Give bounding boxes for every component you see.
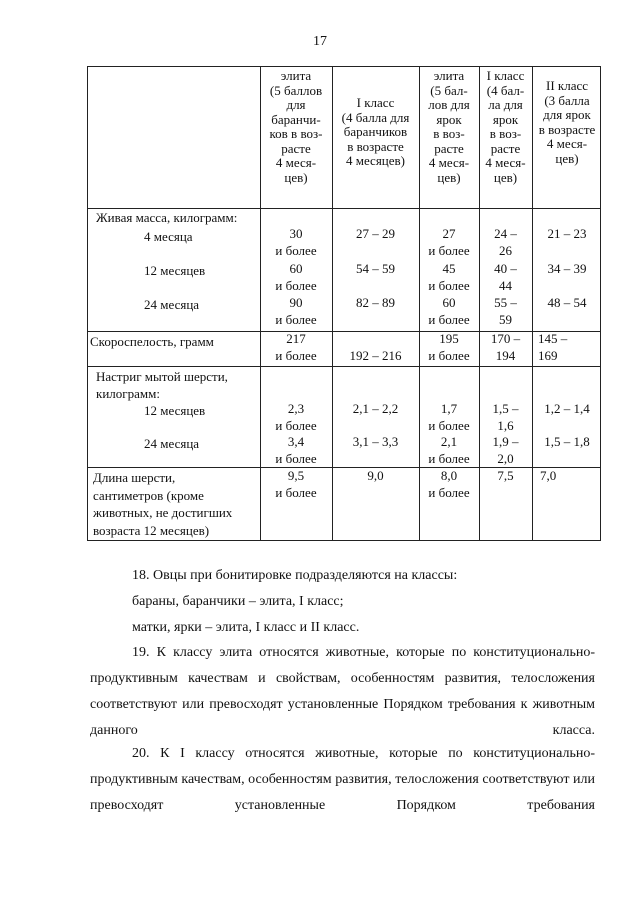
table-cell: 217	[286, 331, 306, 346]
table-cell: и более	[275, 278, 317, 293]
table-cell: 60	[289, 261, 303, 276]
table-cell: 34 – 39	[547, 261, 587, 276]
table-cell: 24 –	[494, 226, 517, 241]
table-cell: 2,0	[497, 451, 514, 466]
row-label: 24 месяца	[144, 297, 200, 312]
table-cell: 170 –	[490, 331, 521, 346]
table-cell: 1,7	[440, 401, 458, 416]
header-class1-rams: I класс (4 балла для баранчиков в возрасте 4 месяцев)	[341, 95, 410, 168]
table-cell: и более	[275, 312, 317, 327]
header-elite-rams: элита (5 баллов для баранчи- ков в воз- расте 4 меся- цев)	[269, 68, 323, 185]
table-cell: 2,1	[440, 434, 458, 449]
row-label: 24 месяца	[144, 436, 200, 451]
table-cell: и более	[275, 451, 317, 466]
table-cell: 169	[538, 348, 558, 363]
table-cell: 60	[442, 295, 456, 310]
table-cell: 195	[439, 331, 459, 346]
table-cell: 40 –	[494, 261, 517, 276]
table-cell: 54 – 59	[356, 261, 395, 276]
table-cell: 9,0	[367, 468, 384, 483]
table-cell: 48 – 54	[547, 295, 587, 310]
table-cell: и более	[275, 485, 317, 500]
table-cell: 30	[289, 226, 303, 241]
row-label-wool-clip: Настриг мытой шерсти,	[96, 369, 228, 384]
table-cell: 1,2 – 1,4	[544, 401, 590, 416]
row-label-wool-length: Длина шерсти, сантиметров (кроме животных, не достигших возраста 12 месяцев)	[93, 470, 233, 538]
table-cell: 2,1 – 2,2	[352, 401, 399, 416]
table-cell: 7,0	[540, 468, 557, 483]
table-cell: 27	[442, 226, 456, 241]
table-cell: и более	[428, 312, 470, 327]
table-cell: 55 –	[494, 295, 517, 310]
paragraph-20: 20. К I классу относятся животные, которые по конституционально-продуктивным качествам, особенностям развития, телосложения соответствуют или превосходят установленные Порядком требования	[90, 746, 595, 813]
paragraph-rams: бараны, баранчики – элита, I класс;	[132, 594, 344, 609]
table-cell: 1,5 –	[492, 401, 519, 416]
row-label: 12 месяцев	[144, 403, 206, 418]
table-cell: и более	[428, 278, 470, 293]
table-cell: 82 – 89	[356, 295, 395, 310]
table-cell: 44	[499, 278, 512, 293]
table-cell: 8,0	[440, 468, 458, 483]
table-hline	[88, 208, 600, 209]
table-cell: 1,5 – 1,8	[544, 434, 590, 449]
row-label: 4 месяца	[144, 229, 193, 244]
header-class1-ewes: I класс (4 бал- ла для ярок в воз- расте 4 меся- цев)	[485, 68, 526, 185]
table-cell: и более	[428, 451, 470, 466]
paragraph-18: 18. Овцы при бонитировке подразделяются на классы:	[132, 568, 458, 583]
table-cell: 1,9 –	[492, 434, 519, 449]
table-cell: и более	[428, 485, 470, 500]
table-cell: 59	[499, 312, 512, 327]
table-cell: 9,5	[287, 468, 305, 483]
page-number: 17	[313, 34, 327, 49]
table-cell: и более	[275, 418, 317, 433]
sheep-class-table	[87, 66, 601, 541]
row-label-live-weight: Живая масса, килограмм:	[96, 210, 238, 225]
table-cell: 2,3	[287, 401, 305, 416]
table-cell: и более	[275, 348, 317, 363]
table-cell: 3,4	[287, 434, 305, 449]
table-cell: и более	[428, 418, 470, 433]
table-cell: 194	[495, 348, 516, 363]
table-cell: 21 – 23	[547, 226, 587, 241]
table-cell: 1,6	[497, 418, 514, 433]
row-label-wool-clip-unit: килограмм:	[96, 386, 160, 401]
table-cell: 7,5	[497, 468, 514, 483]
table-cell: 27 – 29	[356, 226, 395, 241]
table-cell: 3,1 – 3,3	[352, 434, 399, 449]
table-cell: и более	[428, 348, 470, 363]
header-elite-ewes: элита (5 бал- лов для ярок в воз- расте 4 меся- цев)	[428, 68, 470, 185]
table-cell: 45	[442, 261, 456, 276]
table-cell: 145 –	[538, 331, 568, 346]
table-cell: 90	[289, 295, 303, 310]
table-hline	[88, 366, 600, 367]
table-cell: 26	[499, 243, 512, 258]
row-label-precocity: Скороспелость, грамм	[90, 334, 214, 349]
paragraph-19: 19. К классу элита относятся животные, которые по конституционально-продуктивным качествам и свойствам, особенностям развития, телосложения соответствуют или превосходят установленные Порядком требования к животным данного класса.	[90, 645, 595, 738]
header-class2-ewes: II класс (3 балла для ярок в возрасте 4 меся- цев)	[538, 78, 596, 166]
table-hline	[88, 467, 600, 468]
table-cell: и более	[428, 243, 470, 258]
table-cell: и более	[275, 243, 317, 258]
paragraph-ewes: матки, ярки – элита, I класс и II класс.	[132, 620, 360, 635]
row-label: 12 месяцев	[144, 263, 206, 278]
table-cell: 192 – 216	[349, 348, 402, 363]
